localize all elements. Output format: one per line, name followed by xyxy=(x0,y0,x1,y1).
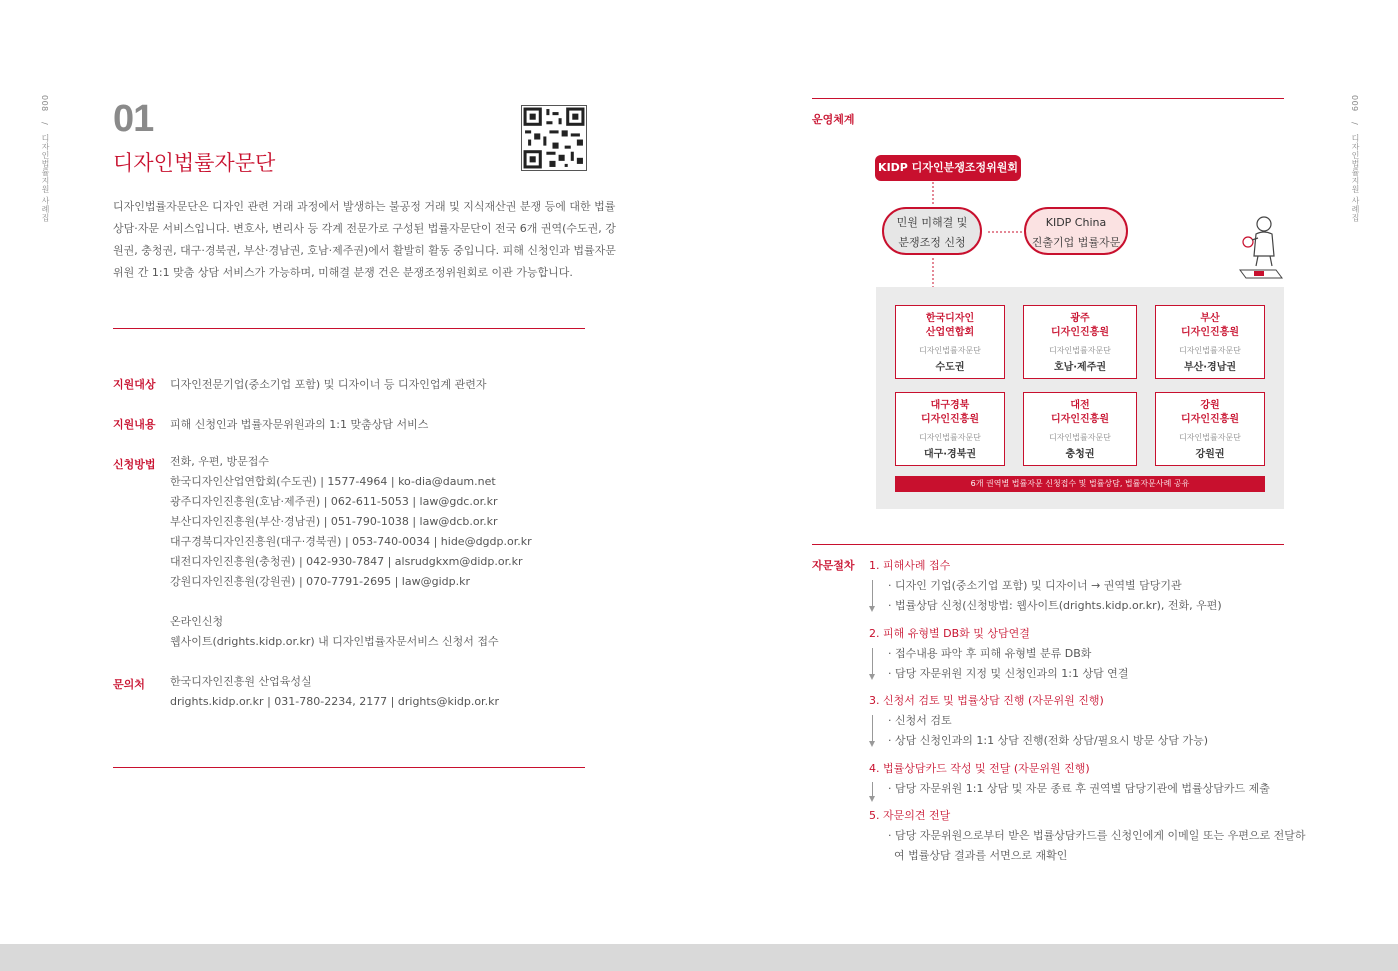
apply-contact-row: 대구경북디자인진흥원(대구·경북권) | 053-740-0034 | hide@dgdp.or.kr xyxy=(170,535,532,548)
intro-line: 상담·자문 서비스입니다. 변호사, 변리사 등 각계 전문가로 구성된 법률자문단이 전국 6개 권역(수도권, 강 xyxy=(113,222,616,235)
step-item: · 담당 자문위원 지정 및 신청인과의 1:1 상담 연결 xyxy=(888,667,1129,680)
regional-card xyxy=(895,392,1005,466)
intro-line: 원권, 충청권, 대구·경북권, 부산·경남권, 호남·제주권)에서 활발히 활동 중입니다. 피해 신청인과 법률자문 xyxy=(113,244,616,257)
regional-card-name: 한국디자인 산업연합회 xyxy=(925,313,975,338)
regional-card xyxy=(1023,392,1137,466)
step-title: 5. 자문의견 전달 xyxy=(869,809,951,822)
step-arrow-icon xyxy=(872,580,873,608)
divider xyxy=(812,98,1284,99)
step-item: · 상담 신청인과의 1:1 상담 진행(전화 상담/필요시 방문 상담 가능) xyxy=(888,734,1208,747)
regional-card-region: 강원권 xyxy=(1195,449,1225,460)
section-number: 01 xyxy=(113,98,154,140)
step-title: 4. 법률상담카드 작성 및 전달 (자문위원 진행) xyxy=(869,762,1090,775)
person-illustration-icon xyxy=(1236,212,1286,282)
left-running-title: 디자인법률지원 사례집 xyxy=(41,134,50,223)
apply-method-block xyxy=(170,452,532,652)
regional-card-name: 대구경북 디자인진흥원 xyxy=(921,400,979,425)
step-arrow-icon xyxy=(872,782,873,798)
apply-contact-row: 강원디자인진흥원(강원권) | 070-7791-2695 | law@gidp.kr xyxy=(170,575,470,588)
divider xyxy=(113,767,585,768)
left-page-number: 008 xyxy=(40,95,49,112)
divider xyxy=(812,544,1284,545)
intro-line: 디자인법률자문단은 디자인 관련 거래 과정에서 발생하는 불공정 거래 및 지식재산권 분쟁 등에 대한 법률 xyxy=(113,200,616,213)
regional-card-region: 호남·제주권 xyxy=(1053,362,1107,373)
regional-card-sub: 디자인법률자문단 xyxy=(1049,346,1111,355)
step-title: 1. 피해사례 접수 xyxy=(869,559,951,572)
regional-card-sub: 디자인법률자문단 xyxy=(1179,346,1241,355)
regional-card-sub: 디자인법률자문단 xyxy=(919,433,981,442)
step-arrow-icon xyxy=(872,648,873,676)
regional-card xyxy=(1155,305,1265,379)
step-title: 3. 신청서 검토 및 법률상담 진행 (자문위원 진행) xyxy=(869,694,1104,707)
support-target: 디자인전문기업(중소기업 포함) 및 디자이너 등 디자인업계 관련자 xyxy=(170,378,487,391)
regional-card xyxy=(895,305,1005,379)
intro-paragraph xyxy=(113,196,616,284)
apply-contact-row: 부산디자인진흥원(부산·경남권) | 051-790-1038 | law@dcb.or.kr xyxy=(170,515,498,528)
right-page-separator: / xyxy=(1350,122,1359,126)
committee-box: KIDP 디자인분쟁조정위원회 xyxy=(875,155,1021,181)
apply-offline-title: 전화, 우편, 방문접수 xyxy=(170,455,269,468)
support-content-label: 지원내용 xyxy=(113,418,156,431)
procedure-label: 자문절차 xyxy=(812,559,855,572)
right-page-number: 009 xyxy=(1350,95,1359,112)
contact-block xyxy=(170,672,499,712)
complaint-oval-line: 분쟁조정 신청 xyxy=(898,236,966,249)
support-content: 피해 신청인과 법률자문위원과의 1:1 맞춤상담 서비스 xyxy=(170,418,429,431)
regional-card-region: 부산·경남권 xyxy=(1183,362,1237,373)
regional-card-name: 부산 디자인진흥원 xyxy=(1181,313,1239,338)
regional-card-sub: 디자인법률자문단 xyxy=(919,346,981,355)
org-structure-label: 운영체계 xyxy=(812,113,855,126)
qr-code[interactable] xyxy=(521,105,587,171)
regional-card-region: 수도권 xyxy=(935,362,965,373)
complaint-oval xyxy=(882,207,982,255)
apply-online-desc: 웹사이트(drights.kidp.or.kr) 내 디자인법률자문서비스 신청서 접수 xyxy=(170,635,499,648)
step-item: · 신청서 검토 xyxy=(888,714,952,727)
support-target-label: 지원대상 xyxy=(113,378,156,391)
divider xyxy=(113,328,585,329)
regional-card-sub: 디자인법률자문단 xyxy=(1049,433,1111,442)
regional-card-sub: 디자인법률자문단 xyxy=(1179,433,1241,442)
china-oval-line: 진출기업 법률자문 xyxy=(1031,236,1121,249)
page-title: 디자인법률자문단 xyxy=(113,151,276,175)
step-item: · 접수내용 파악 후 피해 유형별 분류 DB화 xyxy=(888,647,1092,660)
qr-code-icon xyxy=(522,106,586,170)
step-title: 2. 피해 유형별 DB화 및 상담연결 xyxy=(869,627,1030,640)
contact-label: 문의처 xyxy=(113,678,145,691)
intro-line: 위원 간 1:1 맞춤 상담 서비스가 가능하며, 미해결 분쟁 건은 분쟁조정위원회로 이관 가능합니다. xyxy=(113,266,573,279)
step-item: 여 법률상담 결과를 서면으로 재확인 xyxy=(894,849,1068,862)
regional-card-name: 대전 디자인진흥원 xyxy=(1051,400,1109,425)
regional-card-name: 광주 디자인진흥원 xyxy=(1051,313,1109,338)
contact-info: drights.kidp.or.kr | 031-780-2234, 2177 | drights@kidp.or.kr xyxy=(170,695,499,708)
step-item: · 디자인 기업(중소기업 포함) 및 디자이너 → 권역별 담당기관 xyxy=(888,579,1182,592)
apply-online-title: 온라인신청 xyxy=(170,615,224,628)
regional-card-name: 강원 디자인진흥원 xyxy=(1181,400,1239,425)
right-running-title: 디자인법률지원 사례집 xyxy=(1351,134,1360,223)
left-page-separator: / xyxy=(40,122,49,126)
apply-contact-row: 한국디자인산업연합회(수도권) | 1577-4964 | ko-dia@daum.net xyxy=(170,475,496,488)
step-item: · 법률상담 신청(신청방법: 웹사이트(drights.kidp.or.kr), 전화, 우편) xyxy=(888,599,1222,612)
step-item: · 담당 자문위원 1:1 상담 및 자문 종료 후 권역별 담당기관에 법률상담카드 제출 xyxy=(888,782,1270,795)
complaint-oval-line: 민원 미해결 및 xyxy=(896,216,968,229)
contact-org: 한국디자인진흥원 산업육성실 xyxy=(170,675,312,688)
china-oval-line: KIDP China xyxy=(1045,216,1107,229)
regional-card-region: 대구·경북권 xyxy=(923,449,977,460)
step-item: · 담당 자문위원으로부터 받은 법률상담카드를 신청인에게 이메일 또는 우편으로 전달하 xyxy=(888,829,1306,842)
apply-method-label: 신청방법 xyxy=(113,458,156,471)
apply-contact-row: 대전디자인진흥원(충청권) | 042-930-7847 | alsrudgkxm@didp.or.kr xyxy=(170,555,523,568)
regional-card xyxy=(1155,392,1265,466)
footer-bar xyxy=(0,944,1398,971)
regional-summary-bar: 6개 권역별 법률자문 신청접수 및 법률상담, 법률자문사례 공유 xyxy=(895,476,1265,492)
regional-card-region: 충청권 xyxy=(1065,449,1095,460)
regional-card xyxy=(1023,305,1137,379)
china-oval xyxy=(1024,207,1128,255)
step-arrow-icon xyxy=(872,715,873,743)
apply-contact-row: 광주디자인진흥원(호남·제주권) | 062-611-5053 | law@gdc.or.kr xyxy=(170,495,498,508)
